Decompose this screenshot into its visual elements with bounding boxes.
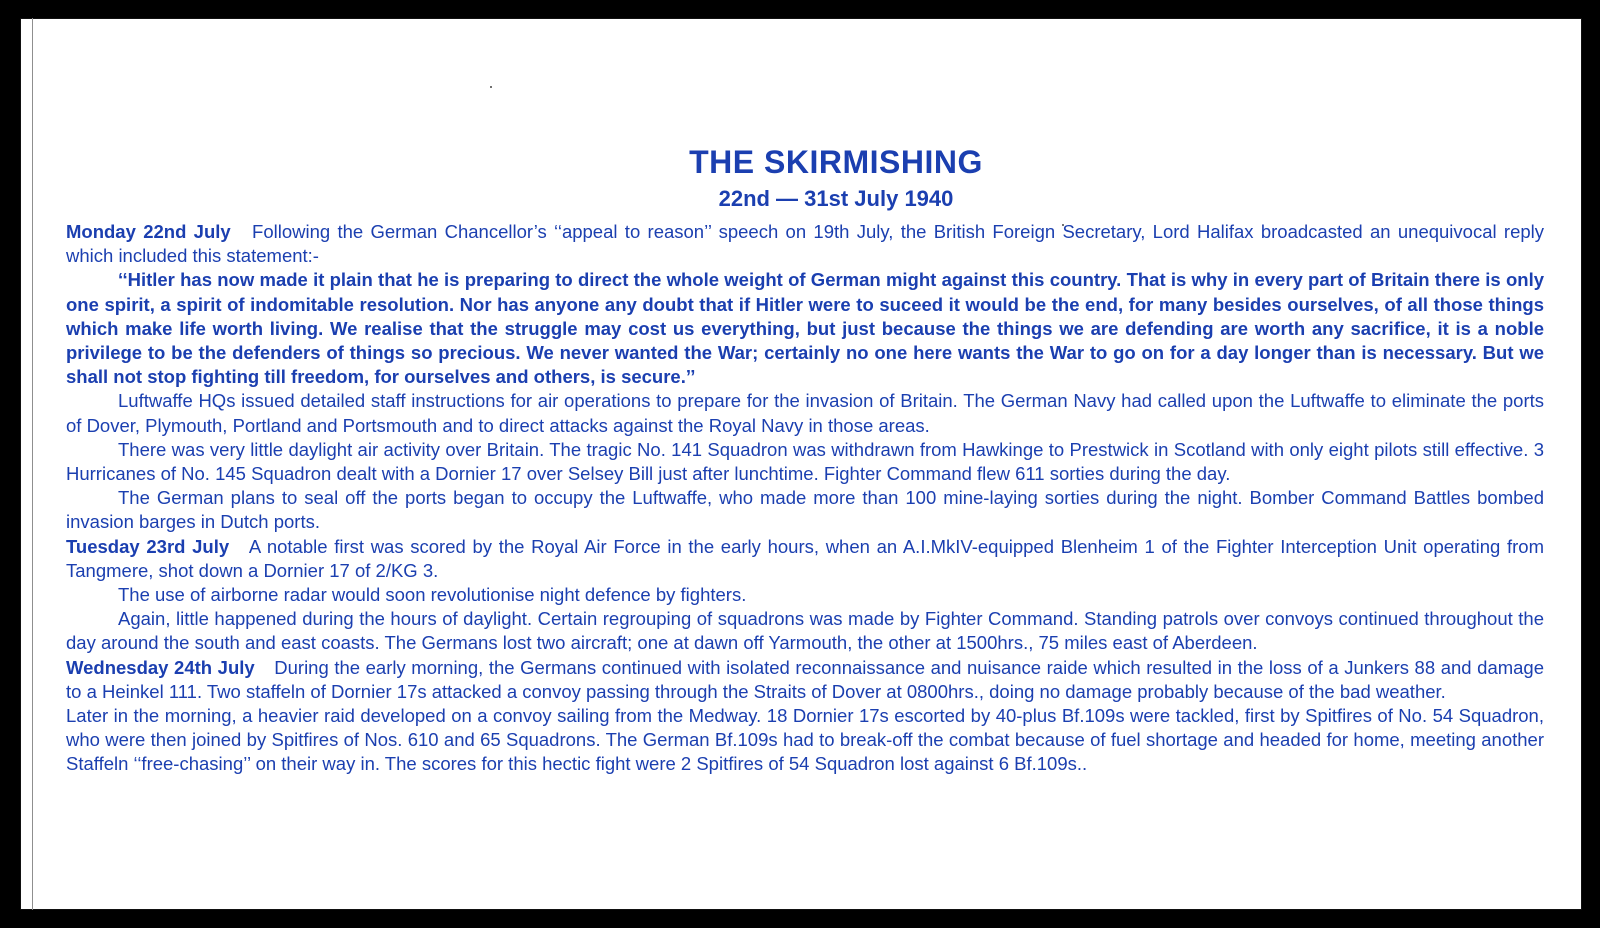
paragraph-text: Luftwaffe HQs issued detailed staff instructions for air operations to prepare for the invasion of Britain. The German Navy had called upon the Luftwaffe to eliminate the ports of Dover, Plymouth, Portland and Portsmouth and to direct attacks against the Royal Navy in those areas. bbox=[66, 390, 1544, 436]
page-title: THE SKIRMISHING bbox=[689, 144, 983, 180]
day-heading: Tuesday 23rd July bbox=[66, 535, 230, 557]
paragraph-monday bbox=[66, 220, 1544, 268]
paragraph-text: The German plans to seal off the ports began to occupy the Luftwaffe, who made more than 100 mine-laying sorties during the night. Bomber Command Battles bombed invasion barges in Dutch ports. bbox=[66, 487, 1544, 533]
day-heading: Wednesday 24th July bbox=[66, 656, 255, 678]
page-subtitle: 22nd — 31st July 1940 bbox=[718, 186, 954, 211]
paragraph-tuesday bbox=[66, 535, 1544, 583]
paragraph-text: During the early morning, the Germans continued with isolated reconnaissance and nuisance raide which resulted in the loss of a Junkers 88 and damage to a Heinkel 111. Two staffeln of Dornier 17s attacked a convoy passing through the Straits of Dover at 0800hrs., doing no damage probably because of the bad weather. bbox=[66, 656, 1545, 702]
day-heading: Monday 22nd July bbox=[66, 221, 231, 242]
paragraph-text: Again, little happened during the hours of daylight. Certain regrouping of squadrons was made by Fighter Command. Standing patrols over convoys continued throughout the day around the south and east coasts. The Germans lost two aircraft; one at dawn off Yarmouth, the other at 1500hrs., 75 miles east of Aberdeen. bbox=[66, 608, 1544, 654]
paragraph-wednesday bbox=[66, 656, 1544, 704]
paragraph-text: A notable first was scored by the Royal Air Force in the early hours, when an A.I.MkIV-equipped Blenheim 1 of the Fighter Interception Unit operating from Tangmere, shot down a Dornier 17 of 2/KG 3. bbox=[66, 535, 1545, 581]
paragraph-text: Later in the morning, a heavier raid developed on a convoy sailing from the Medway. 18 Dornier 17s escorted by 40-plus Bf.109s were tackled, first by Spitfires of No. 54 Squadron, who were then joined by Spitfires of Nos. 610 and 65 Squadrons. The German Bf.109s had to break-off the combat because of fuel shortage and headed for home, meeting another Staffeln ‘‘free-chasing’’ on their way in. The scores for this hectic fight were 2 Spitfires of 54 Squadron lost against 6 Bf.109s.. bbox=[66, 705, 1544, 775]
print-speck bbox=[490, 86, 492, 88]
document-page bbox=[20, 18, 1582, 910]
paragraph-text: Following the German Chancellor’s ‘‘appeal to reason’’ speech on 19th July, the British Foreign Secretary, Lord Halifax broadcasted an unequivocal reply which included this statement:- bbox=[66, 221, 1545, 267]
halifax-quote: ‘‘Hitler has now made it plain that he is preparing to direct the whole weight of German might against this country. That is why in every part of Britain there is only one spirit, a spirit of indomitable resolution. Nor has anyone any doubt that if Hitler were to suceed it would be the end, for many besides ourselves, of all those things which make life worth living. We realise that the struggle may cost us everything, but just because the things we are defending are worth any sacrifice, it is a noble privilege to be the defenders of things so precious. We never wanted the War; certainly no one here wants the War to go on for a day longer than is necessary. But we shall not stop fighting till freedom, for ourselves and others, is secure.’’ bbox=[66, 269, 1544, 388]
paragraph-text: There was very little daylight air activity over Britain. The tragic No. 141 Squadron was withdrawn from Hawkinge to Prestwick in Scotland with only eight pilots still effective. 3 Hurricanes of No. 145 Squadron dealt with a Dornier 17 over Selsey Bill just after lunchtime. Fighter Command flew 611 sorties during the day. bbox=[66, 438, 1544, 485]
paragraph-text: The use of airborne radar would soon revolutionise night defence by fighters. bbox=[118, 584, 747, 606]
document-body bbox=[66, 220, 1544, 777]
